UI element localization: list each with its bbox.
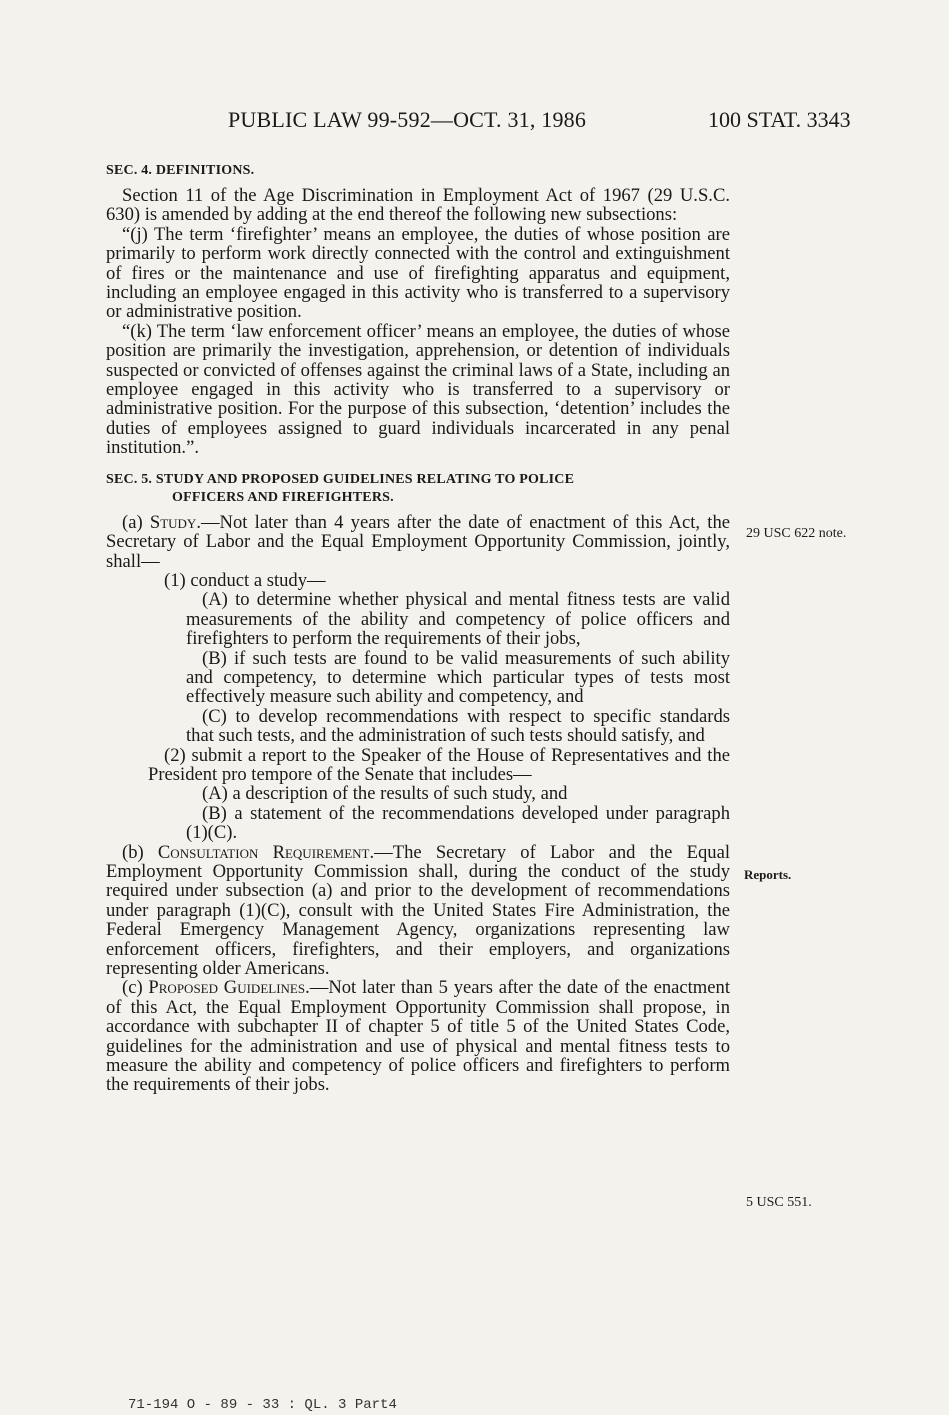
margin-note-5-usc: 5 USC 551. xyxy=(746,1195,812,1210)
subsection-c-text: .—Not later than 5 years after the date of the enactment of this Act, the Equal Employment Opportunity Commission shall propose, in accordance with subchapter II of chapter 5 of title 5 of the United States Code, guidelines for the administration and use of physical and mental fitness tests to measure the ability and competency of police officers and firefighters to perform the requirements of their jobs. xyxy=(106,977,730,1096)
section-4-heading: SEC. 4. DEFINITIONS. xyxy=(106,163,255,178)
document-body xyxy=(106,162,730,1095)
paragraph-a2-B: (B) a statement of the recommendations developed under paragraph (1)(C). xyxy=(186,802,730,844)
paragraph-a2-A: (A) a description of the results of such study, and xyxy=(202,783,568,805)
subsection-a-text: .—Not later than 4 years after the date of enactment of this Act, the Secretary of Labor and the Equal Employment Opportunity Commission, jointly, shall— xyxy=(106,511,730,572)
subsection-b-text: .—The Secretary of Labor and the Equal Employment Opportunity Commission shall, during the conduct of the study required under subsection (a) and prior to the development of recommendations under paragraph (1)(C), consult with the United States Fire Administration, the Federal Emergency Management Agency, organizations representing law enforcement officers, firefighters, and their employers, and organizations representing older Americans. xyxy=(106,841,730,980)
subsection-c-prefix: (c) xyxy=(122,977,149,999)
subsection-k: “(k) The term ‘law enforcement officer’ means an employee, the duties of whose position are primarily the investigation, apprehension, or detention of individuals suspected or convicted of offenses against the criminal laws of a State, including an employee engaged in this activity who is transferred to a supervisory or administrative position. For the purpose of this subsection, ‘detention’ includes the duties of employees assigned to guard individuals incarcerated in any penal institution.”. xyxy=(106,320,730,459)
subsection-a xyxy=(106,513,730,571)
subsection-c-caption: Proposed Guidelines xyxy=(148,977,306,999)
margin-note-29-usc: 29 USC 622 note. xyxy=(746,526,847,541)
paragraph-a2: (2) submit a report to the Speaker of the House of Representatives and the President pro tempore of the Senate that includes— xyxy=(148,744,730,785)
subsection-a-caption: Study xyxy=(149,511,197,533)
section-5-heading-line2: OFFICERS AND FIREFIGHTERS. xyxy=(172,489,394,505)
paragraph-a1-A: (A) to determine whether physical and mental fitness tests are valid measurements of the ability and competency of police officers and firefighters to perform the requirements of their jobs, xyxy=(186,589,730,650)
subsection-b xyxy=(106,843,730,979)
stat-page-number: 100 STAT. 3343 xyxy=(708,107,851,132)
paragraph-a1: (1) conduct a study— xyxy=(164,569,326,591)
section-5-heading-line1: SEC. 5. STUDY AND PROPOSED GUIDELINES RELATING TO POLICE xyxy=(106,471,575,487)
subsection-a-prefix: (a) xyxy=(122,511,150,533)
subsection-b-prefix: (b) xyxy=(122,841,158,863)
paragraph-a1-B: (B) if such tests are found to be valid measurements of such ability and competency, to determine which particular types of tests most effectively measure such ability and competency, and xyxy=(186,647,730,708)
section-5-heading xyxy=(106,471,730,507)
subsection-j: “(j) The term ‘firefighter’ means an employee, the duties of whose position are primarily to perform work directly connected with the control and extinguishment of fires or the maintenance and use of firefighting apparatus and equipment, including an employee engaged in this activity who is transferred to a supervisory or administrative position. xyxy=(106,223,730,323)
print-footer-code: 71-194 O - 89 - 33 : QL. 3 Part4 xyxy=(128,1397,397,1413)
public-law-title: PUBLIC LAW 99-592—OCT. 31, 1986 xyxy=(228,107,587,132)
page-header xyxy=(0,107,949,141)
section-4-intro: Section 11 of the Age Discrimination in Employment Act of 1967 (29 U.S.C. 630) is amended by adding at the end thereof the following new subsections: xyxy=(106,185,730,226)
margin-note-reports: Reports. xyxy=(744,867,792,882)
subsection-c xyxy=(106,978,730,1094)
subsection-b-caption: Consultation Requirement xyxy=(157,841,370,863)
paragraph-a1-C: (C) to develop recommendations with respect to specific standards that such tests, and the administration of such tests should satisfy, and xyxy=(186,705,730,747)
